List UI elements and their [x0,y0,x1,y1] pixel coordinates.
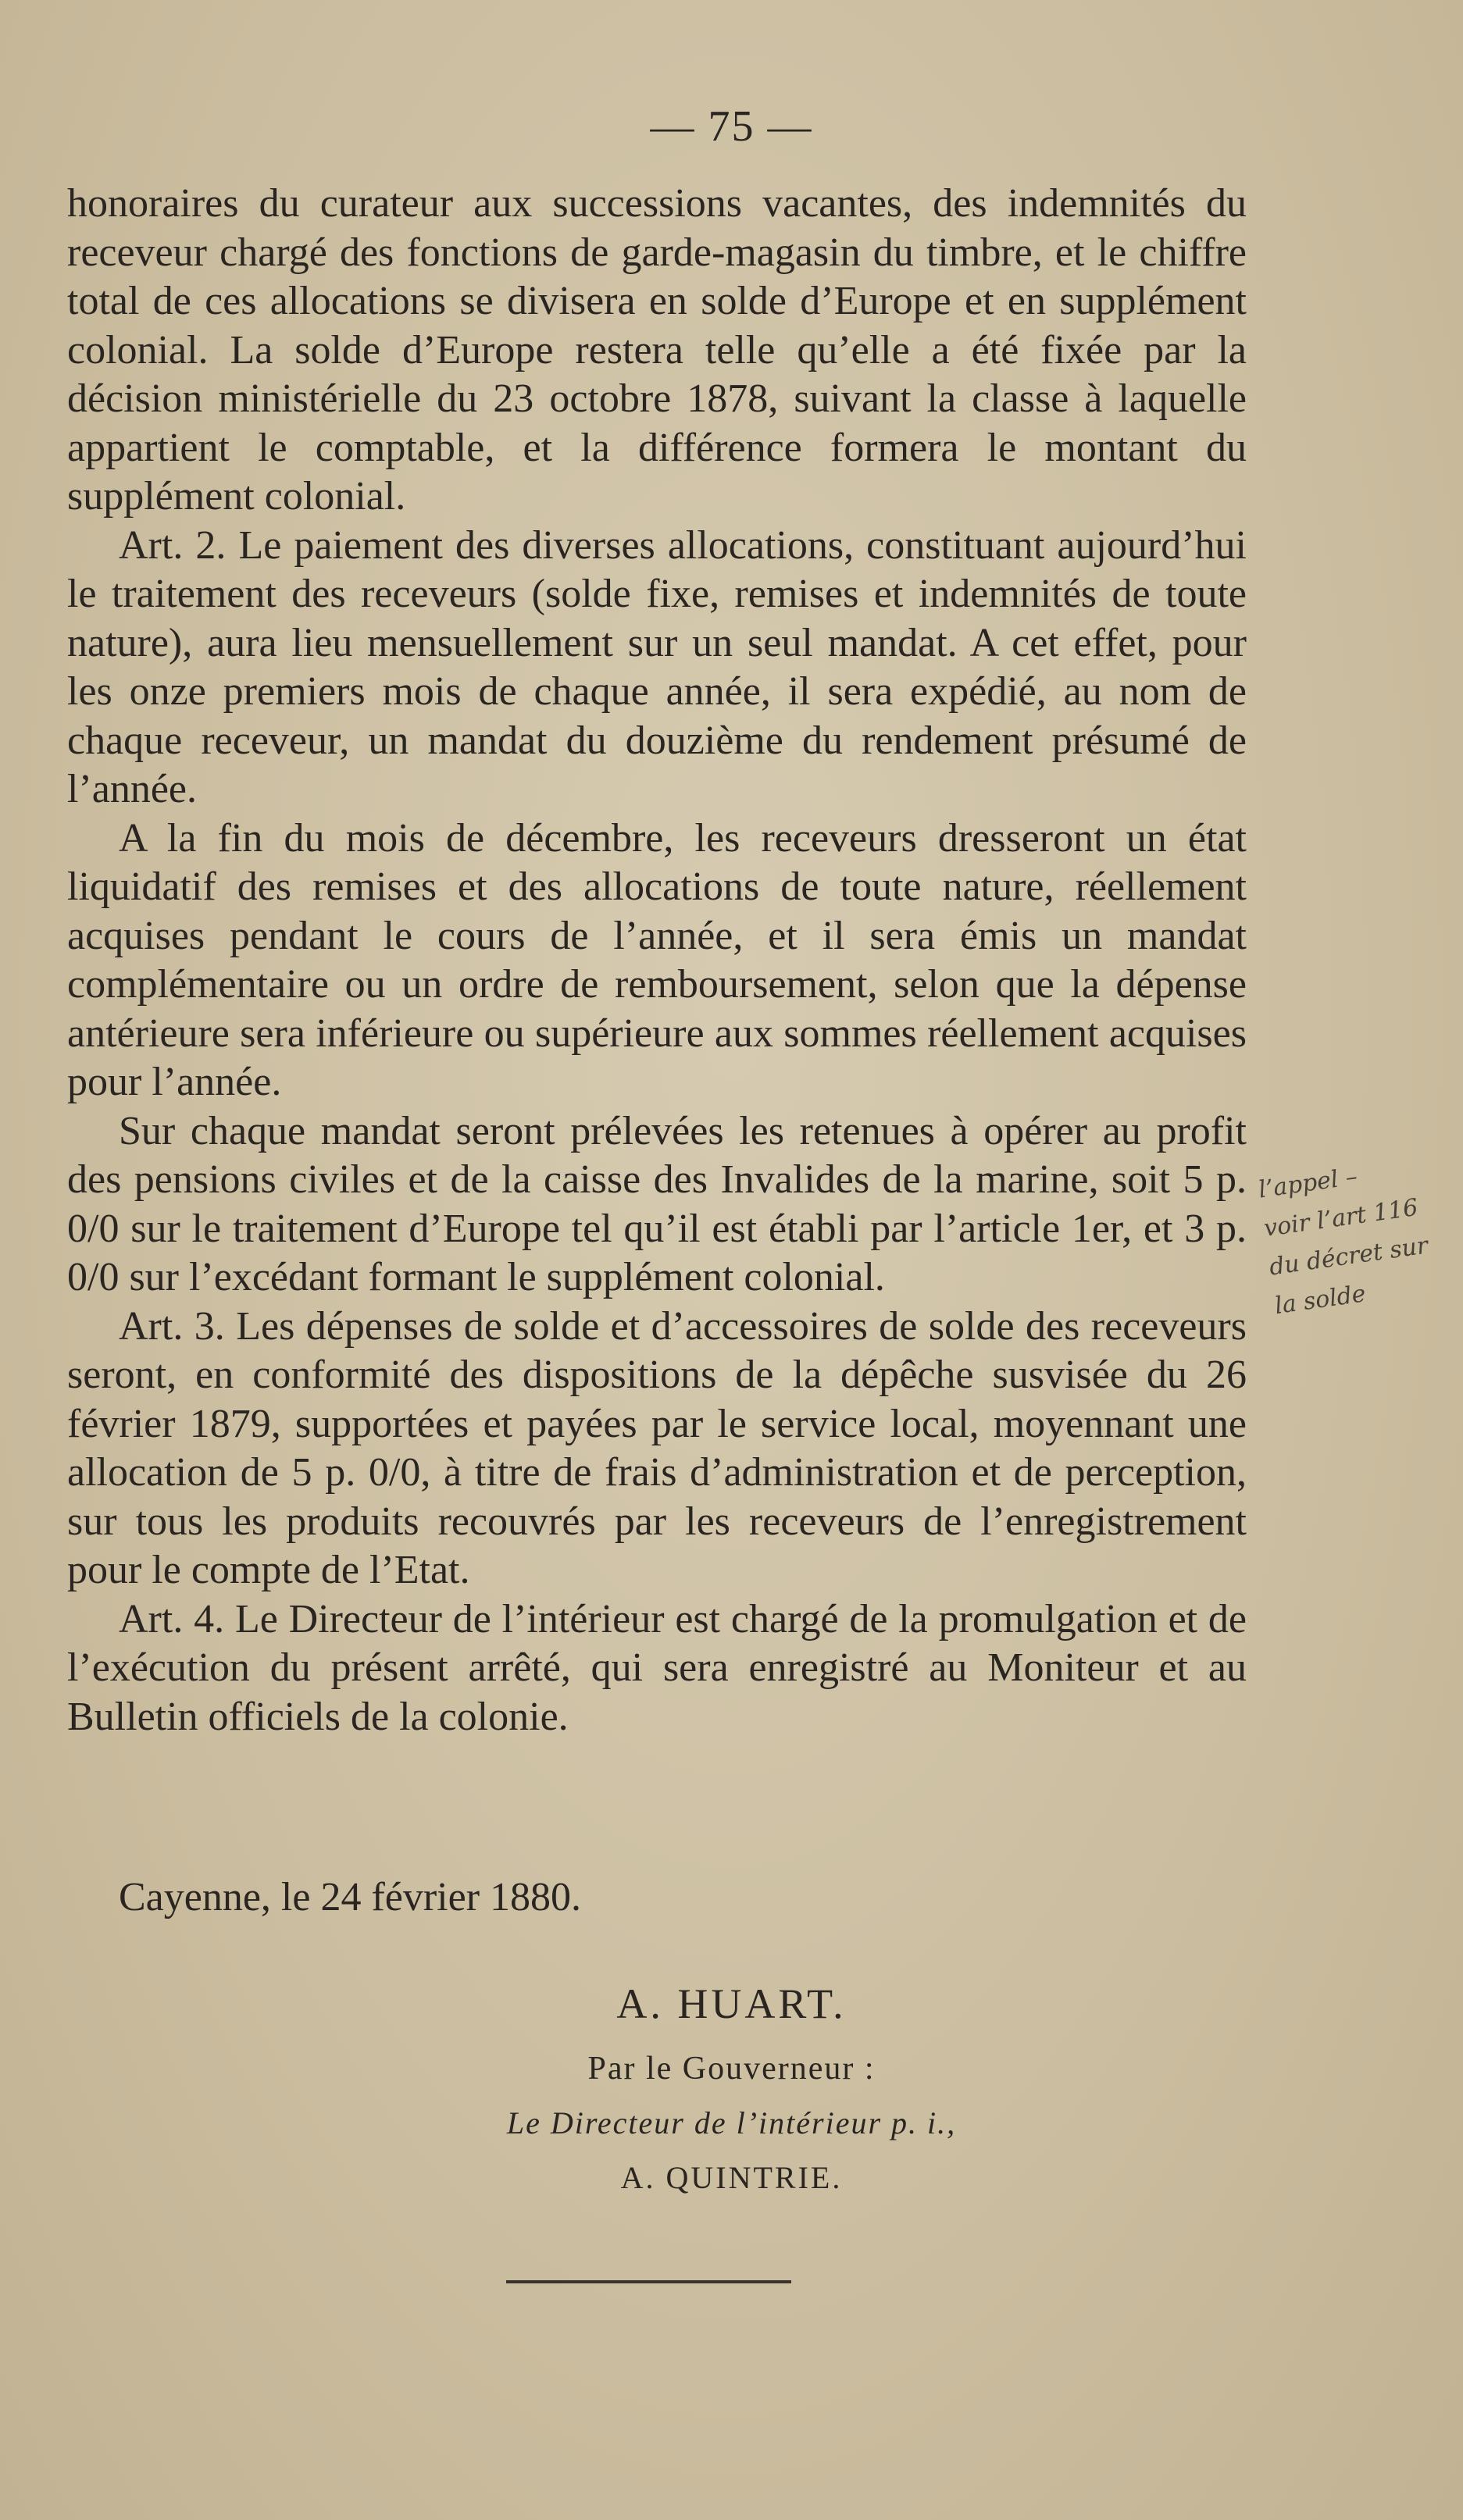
document-body [67,180,1247,1741]
page-number: — 75 — [650,102,813,151]
margin-note-line: du décret sur [1267,1231,1430,1281]
margin-note-line: l’appel – [1256,1163,1359,1204]
signature-second-name: A. QUINTRIE. [620,2160,843,2195]
closing-rule [506,2280,791,2283]
paragraph-retenues: Sur chaque mandat seront prélevées les retenues à opérer au profit des pensions civiles et de la caisse des Invalides de la marine, soit 5 p. 0/0 sur le traitement d’Europe tel qu’il est établi par l’article 1er, et 3 p. 0/0 sur l’excédant formant le supplément colonial. [67,1108,1247,1299]
signature-title: Le Directeur de l’intérieur p. i., [506,2105,957,2140]
paragraph-art-3: Art. 3. Les dépenses de solde et d’accessoires de solde des receveurs seront, en conformité des dispositions de la dépêche susvisée du 26 février 1879, supportées et payées par le service local, moyennant une allocation de 5 p. 0/0, à titre de frais d’administration et de perception, sur tous les produits recouvrés par les receveurs de l’enregistrement pour le compte de l’Etat. [67,1303,1247,1592]
handwritten-margin-note [1256,1147,1448,1326]
paragraph-art-4: Art. 4. Le Directeur de l’intérieur est chargé de la promulgation et de l’exécution du présent arrêté, qui sera enregistré au Moniteur et au Bulletin officiels de la colonie. [67,1596,1247,1739]
paragraph-continuation: honoraires du curateur aux successions vacantes, des indemnités du receveur chargé des fonctions de garde-magasin du timbre, et le chiffre total de ces allocations se divisera en solde d’Europe et en supplément colonial. La solde d’Europe restera telle qu’elle a été fixée par la décision ministérielle du 23 octobre 1878, suivant la classe à laquelle appartient le comptable, et la différence formera le montant du supplément colonial. [67,181,1247,519]
closing-date: Cayenne, le 24 février 1880. [119,1875,582,1919]
margin-note-line: la solde [1272,1280,1368,1321]
paragraph-art-2: Art. 2. Le paiement des diverses allocations, constituant aujourd’hui le traitement des receveurs (solde fixe, remises et indemnités de toute nature), aura lieu mensuellement sur un seul mandat. A cet effet, pour les onze premiers mois de chaque année, il sera expédié, au nom de chaque receveur, un mandat du douzième du rendement présumé de l’année. [67,522,1247,811]
margin-note-line: voir l’art 116 [1261,1193,1420,1243]
paragraph-december: A la fin du mois de décembre, les receveurs dresseront un état liquidatif des remises et des allocations de toute nature, réellement acquises pendant le cours de l’année, et il sera émis un mandat complémentaire ou un ordre de remboursement, selon que la dépense antérieure sera inférieure ou supérieure aux sommes réellement acquises pour l’année. [67,815,1247,1104]
signature-by-line: Par le Gouverneur : [587,2051,876,2087]
signature-name: A. HUART. [616,1980,847,2027]
